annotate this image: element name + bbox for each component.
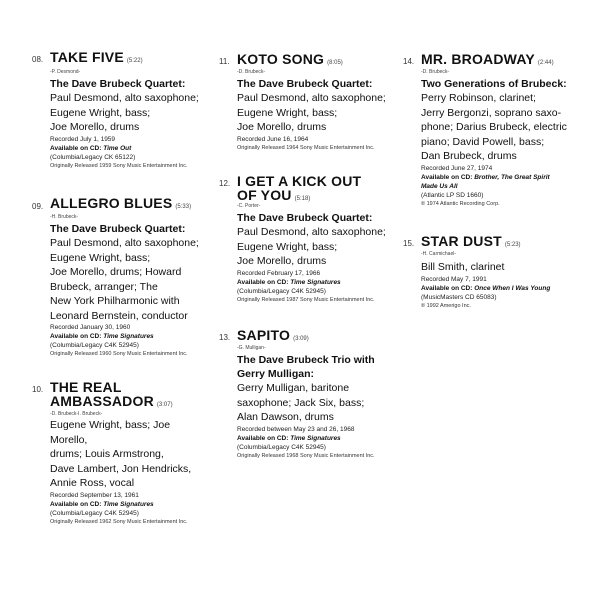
album-title: Time Signatures <box>103 333 154 340</box>
personnel-line: phone; Darius Brubeck, electric <box>421 121 567 133</box>
personnel-line: Paul Desmond, alto saxophone; <box>50 92 199 104</box>
recorded-date: Recorded June 16, 1964 <box>237 135 309 143</box>
available-prefix: Available on CD: <box>50 500 104 508</box>
track-details <box>237 211 390 304</box>
release-note: Originally Released 1964 Sony Music Entertainment Inc. <box>237 144 375 151</box>
group-name: The Dave Brubeck Quartet: <box>50 223 186 235</box>
group-name: The Dave Brubeck Quartet: <box>50 78 186 90</box>
track-title <box>421 234 584 252</box>
track-details <box>50 418 203 526</box>
track-number: 10. <box>32 385 44 394</box>
track-title <box>50 50 203 68</box>
catalog-number: (Columbia/Legacy CK 65122) <box>50 153 136 161</box>
release-note: Originally Released 1959 Sony Music Entertainment Inc. <box>50 162 188 169</box>
title-text: AMBASSADOR <box>50 393 154 409</box>
title-text: MR. BROADWAY <box>421 51 535 67</box>
track-details <box>421 260 584 310</box>
album-title: Time Signatures <box>103 500 154 508</box>
track-duration: (3:07) <box>156 402 173 408</box>
album-title: Time Signatures <box>290 278 341 286</box>
group-name: The Dave Brubeck Quartet: <box>237 78 373 90</box>
track-number: 15. <box>403 239 415 248</box>
album-title: Made Us All <box>421 182 458 190</box>
available-prefix: Available on CD: <box>237 434 291 442</box>
personnel-line: Joe Morello, drums <box>237 121 327 133</box>
available-on <box>237 278 390 287</box>
title-text: STAR DUST <box>421 233 502 249</box>
track-details <box>421 77 584 208</box>
track-title <box>237 52 390 70</box>
personnel-line: Bill Smith, clarinet <box>421 261 505 273</box>
track-details <box>237 77 390 152</box>
catalog-number: (Columbia/Legacy C4K 52945) <box>50 342 139 349</box>
recorded-date: Recorded January 30, 1960 <box>50 324 131 331</box>
release-note: ℗ 1992 Amerigo Inc. <box>421 302 471 309</box>
track-number: 13. <box>219 333 231 342</box>
personnel-line: Eugene Wright, bass; <box>50 106 151 119</box>
album-title: Time Signatures <box>290 434 341 442</box>
track-title <box>237 328 390 346</box>
track-duration: (5:22) <box>126 58 143 64</box>
catalog-number: (Columbia/Legacy C4K 52945) <box>237 443 326 451</box>
release-note: Originally Released 1987 Sony Music Entertainment Inc. <box>237 296 375 303</box>
track-duration: (8:05) <box>327 60 343 66</box>
track-composer: -H. Brubeck- <box>50 214 79 220</box>
group-name: The Dave Brubeck Quartet: <box>237 212 373 224</box>
group-name: Gerry Mulligan: <box>237 368 315 380</box>
catalog-number: (Atlantic LP SD 1660) <box>421 191 484 199</box>
group-name: Two Generations of Brubeck: <box>421 78 567 90</box>
personnel-line: Dave Lambert, Jon Hendricks, <box>50 462 192 475</box>
title-text: SAPITO <box>237 327 291 343</box>
track-details <box>50 77 203 170</box>
release-note: Originally Released 1968 Sony Music Entertainment Inc. <box>237 452 375 459</box>
title-text: TAKE FIVE <box>50 49 124 65</box>
available-on <box>50 144 203 153</box>
album-title: Brother, The Great Spirit <box>474 173 550 181</box>
personnel-line: Perry Robinson, clarinet; <box>421 92 536 104</box>
personnel-line: New York Philharmonic with <box>50 295 180 307</box>
personnel-line: saxophone; Jack Six, bass; <box>237 396 365 409</box>
release-note: ℗ 1974 Atlantic Recording Corp. <box>421 200 500 207</box>
title-line-2 <box>50 394 203 412</box>
title-line: I GET A KICK OUT <box>237 173 362 189</box>
personnel-line: Joe Morello, drums; Howard <box>50 266 182 278</box>
track-details <box>237 353 390 460</box>
track-composer: -G. Mulligan- <box>237 345 266 351</box>
track-composer: -P. Desmond- <box>50 69 81 75</box>
track-details <box>50 222 203 358</box>
catalog-number: (MusicMasters CD 65083) <box>421 293 497 301</box>
recorded-date: Recorded June 27, 1974 <box>421 164 493 172</box>
track-number: 14. <box>403 57 415 66</box>
personnel-line: Dan Brubeck, drums <box>421 150 517 162</box>
title-text: ALLEGRO BLUES <box>50 195 173 211</box>
personnel-line: piano; David Powell, bass; <box>421 135 545 148</box>
personnel-line: Annie Ross, vocal <box>50 477 135 489</box>
track-duration: (5:33) <box>175 204 192 210</box>
track-composer: -C. Porter- <box>237 203 261 209</box>
track-number: 11. <box>219 57 230 66</box>
title-text: OF YOU <box>237 187 292 203</box>
personnel-line: drums; Louis Armstrong, <box>50 448 164 460</box>
track-duration: (2:44) <box>537 60 554 66</box>
track-duration: (5:23) <box>504 242 521 248</box>
available-on <box>421 173 584 182</box>
personnel-line: Eugene Wright, bass; Joe Morello, <box>50 419 171 446</box>
track-composer: -D. Brubeck-I. Brubeck- <box>50 411 103 417</box>
track-composer: -H. Carmichael- <box>421 251 457 257</box>
recorded-date: Recorded May 7, 1991 <box>421 275 487 283</box>
recorded-date: Recorded between May 23 and 26, 1968 <box>237 425 355 433</box>
available-on-continued <box>421 182 584 191</box>
track-composer: -D. Brubeck- <box>237 69 266 75</box>
available-on <box>50 500 203 509</box>
personnel-line: Eugene Wright, bass; <box>237 240 338 253</box>
recorded-date: Recorded February 17, 1966 <box>237 269 321 277</box>
available-on <box>421 284 584 293</box>
release-note: Originally Released 1962 Sony Music Entertainment Inc. <box>50 518 188 525</box>
personnel-line: Jerry Bergonzi, soprano saxo- <box>421 106 562 119</box>
release-note: Originally Released 1960 Sony Music Entertainment Inc. <box>50 351 188 357</box>
personnel-line: Brubeck, arranger; The <box>50 280 158 293</box>
title-text: KOTO SONG <box>237 51 325 67</box>
track-duration: (3:09) <box>293 336 309 342</box>
personnel-line: Eugene Wright, bass; <box>237 106 338 119</box>
personnel-line: Joe Morello, drums <box>50 121 140 133</box>
group-name: The Dave Brubeck Trio with <box>237 354 375 366</box>
album-title: Once When I Was Young <box>474 284 551 292</box>
track-number: 08. <box>32 55 44 64</box>
available-prefix: Available on CD: <box>421 173 475 181</box>
personnel-line: Eugene Wright, bass; <box>50 251 151 264</box>
available-prefix: Available on CD: <box>237 278 291 286</box>
available-on <box>50 332 203 341</box>
personnel-line: Paul Desmond, alto saxophone; <box>237 226 386 238</box>
personnel-line: Joe Morello, drums <box>237 255 327 267</box>
personnel-line: Paul Desmond, alto saxophone; <box>50 237 199 249</box>
track-title <box>50 380 203 412</box>
track-title <box>50 196 203 214</box>
available-on <box>237 434 390 443</box>
track-number: 09. <box>32 202 44 211</box>
personnel-line: Paul Desmond, alto saxophone; <box>237 92 386 104</box>
album-title: Time Out <box>103 144 132 152</box>
available-prefix: Available on CD: <box>421 284 475 292</box>
available-prefix: Available on CD: <box>50 144 104 152</box>
track-title <box>421 52 584 70</box>
recorded-date: Recorded July 1, 1959 <box>50 135 116 143</box>
personnel-line: Leonard Bernstein, conductor <box>50 309 188 322</box>
personnel-line: Gerry Mulligan, baritone <box>237 382 350 394</box>
track-number: 12. <box>219 179 231 188</box>
personnel-line: Alan Dawson, drums <box>237 411 334 423</box>
track-title <box>237 174 390 206</box>
catalog-number: (Columbia/Legacy C4K 52945) <box>50 509 139 517</box>
track-duration: (5:18) <box>294 196 311 202</box>
catalog-number: (Columbia/Legacy C4K 52945) <box>237 287 326 295</box>
track-composer: -D. Brubeck- <box>421 69 450 75</box>
recorded-date: Recorded September 13, 1961 <box>50 491 139 499</box>
available-prefix: Available on CD: <box>50 333 104 340</box>
title-line: THE REAL <box>50 379 122 395</box>
